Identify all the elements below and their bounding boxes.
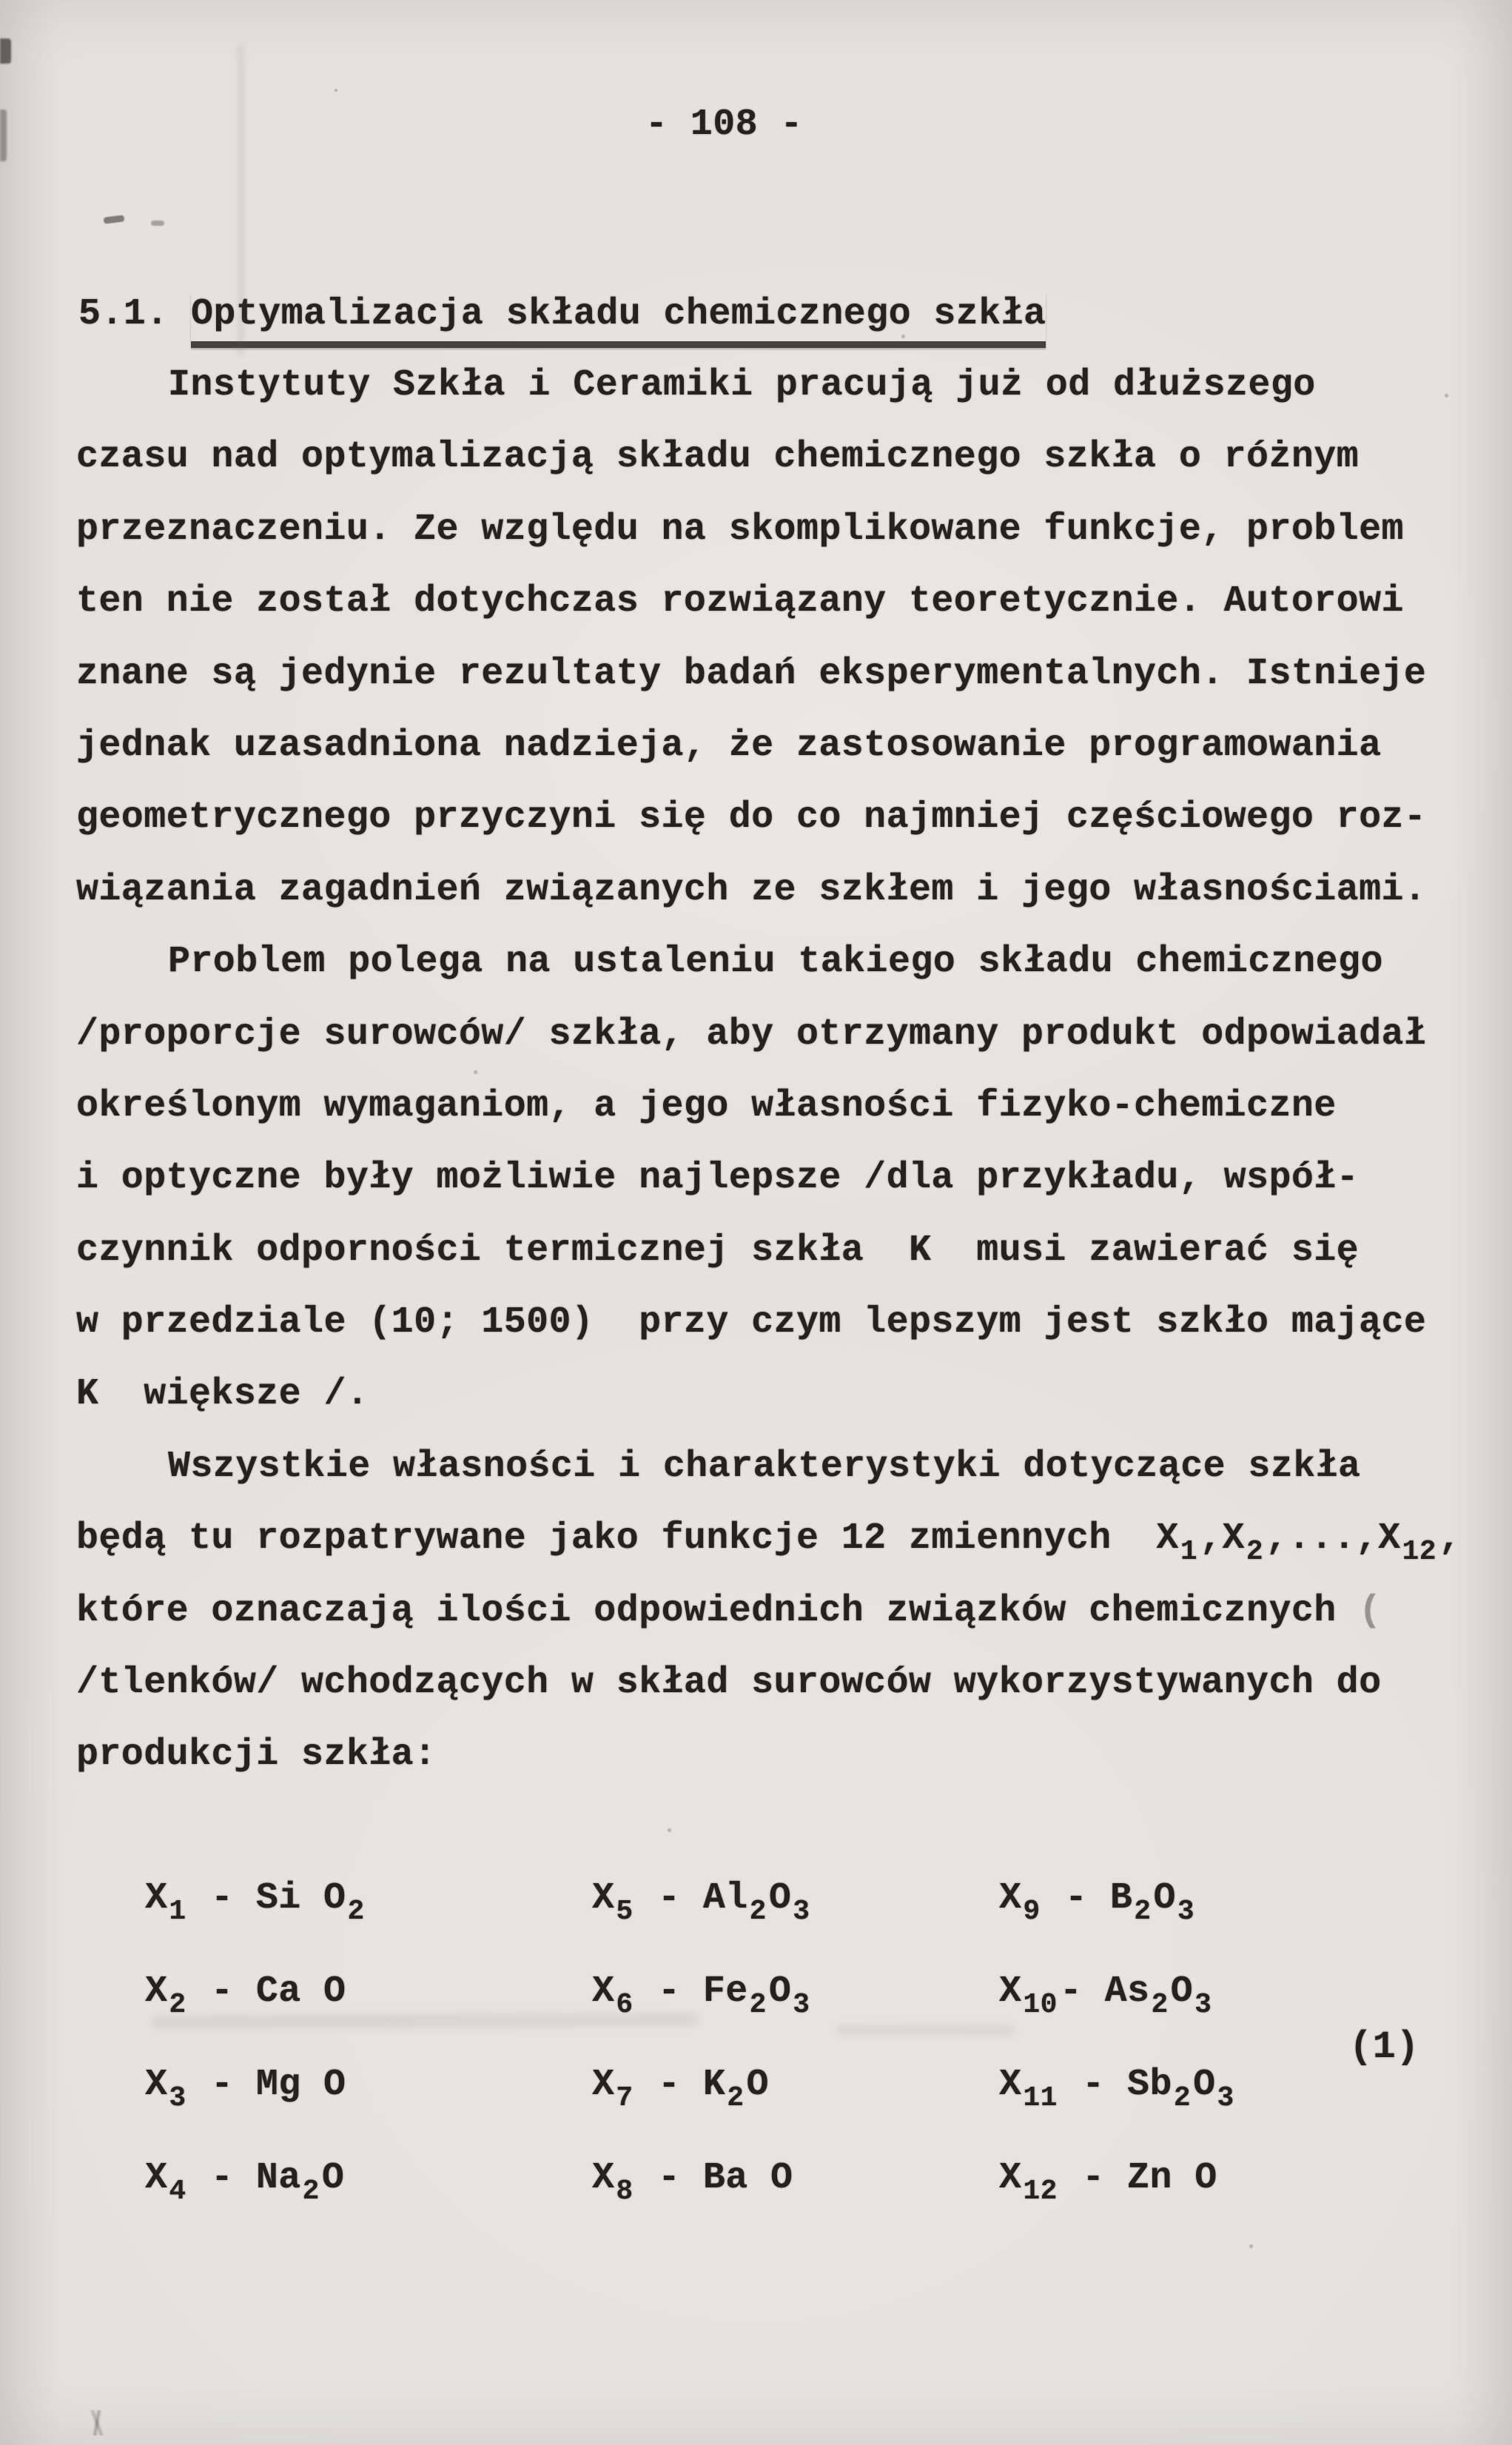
text-run: - Zn O [1059,2157,1217,2199]
oxide-definition [999,1852,1237,1945]
subscript: 3 [793,1896,810,1928]
text-run: czasu nad optymalizacją składu chemicznego szkła o różnym [76,436,1360,479]
text-run: O [1193,2064,1216,2106]
text-run: X [999,2064,1022,2106]
text-run: jednak uzasadniona nadzieja, że zastosowanie programowania [76,724,1382,767]
text-run: O [1170,1971,1194,2013]
text-line [76,1647,1490,1719]
text-run: Wszystkie własności i charakterystyki dotyczące szkła [168,1445,1361,1488]
subscript: 3 [1195,1989,1212,2021]
body-text [76,349,1490,1791]
text-run: - Ca O [188,1971,346,2013]
subscript: 8 [616,2176,634,2207]
equation-label: (1) [1349,2025,1419,2069]
text-run: O [768,1971,792,2013]
oxide-definition [145,1852,367,1945]
section-number: 5.1. [78,293,192,335]
pencil-scribble [64,2410,130,2435]
subscript: 5 [616,1896,634,1928]
text-line [76,638,1490,710]
subscript: 2 [1173,2082,1192,2114]
oxide-definition [145,1945,367,2039]
subscript: 9 [1023,1896,1041,1928]
text-run: znane są jedynie rezultaty badań eksperymentalnych. Istnieje [76,652,1427,695]
text-run: O [321,2157,345,2199]
text-run: które oznaczają ilości odpowiednich związków chemicznych [76,1589,1337,1632]
subscript: 2 [1134,1896,1152,1928]
text-line [76,494,1490,566]
text-run: - B [1042,1877,1133,1919]
subscript: 11 [1023,2082,1058,2114]
oxide-definition [592,2039,813,2132]
text-line [76,1358,1490,1430]
scan-edge-artifact [0,38,11,64]
text-run: wiązania zagadnień związanych ze szkłem i jego własnościami. [76,868,1427,911]
text-line [76,421,1490,493]
subscript: 6 [616,1989,634,2021]
text-line [76,1070,1490,1142]
oxide-definition [145,2132,367,2225]
text-line [76,710,1490,782]
text-run: określonym wymaganiom, a jego własności fizyko-chemiczne [76,1084,1337,1127]
text-line [76,782,1490,853]
text-line [76,854,1490,926]
oxide-column-1 [145,1852,367,2225]
text-run: czynnik odporności termicznej szkła K musi zawierać się [76,1229,1360,1272]
text-run: O [1153,1877,1176,1919]
text-run: X [145,1877,168,1919]
paper-speck [335,89,337,92]
text-run: produkcji szkła: [76,1734,437,1777]
oxide-definition [592,2132,813,2225]
text-line [76,566,1490,637]
subscript: 2 [1246,1536,1264,1569]
text-run: - Mg O [188,2064,346,2106]
text-line [76,1215,1490,1287]
oxide-definition [592,1852,813,1945]
text-run: ,...,X [1266,1517,1401,1560]
subscript: 2 [1151,1989,1169,2021]
text-run: X [145,2157,168,2199]
text-line [76,926,1490,998]
text-run: - Al [635,1877,748,1919]
oxide-column-2 [592,1852,813,2225]
subscript: 2 [749,1896,767,1928]
text-line [76,1287,1490,1358]
text-run: X [999,1971,1022,2013]
text-run: O [768,1877,792,1919]
page-number: - 108 - [645,104,803,146]
subscript: 2 [302,2176,320,2207]
text-run: ten nie został dotychczas rozwiązany teoretycznie. Autorowi [76,580,1404,623]
text-run: X [145,2064,168,2106]
text-run: przeznaczeniu. Ze względu na skomplikowane funkcje, problem [76,508,1404,551]
subscript: 2 [727,2082,745,2114]
paper-speck [1249,2244,1253,2248]
text-run: Problem polega na ustaleniu takiego składu chemicznego [168,941,1383,984]
text-run: /proporcje surowców/ szkła, aby otrzymany produkt odpowiadał [76,1013,1427,1056]
oxide-definition [592,1945,813,2039]
scan-mark [104,215,125,224]
text-run: - K [635,2064,726,2106]
text-run: - Ba O [635,2157,793,2199]
subscript: 10 [1023,1989,1058,2021]
text-run: geometrycznego przyczyni się do co najmniej częściowego roz- [76,796,1427,839]
oxide-definition [999,2132,1237,2225]
scan-mark [151,221,164,226]
text-run: Instytuty Szkła i Ceramiki pracują już od dłuższego [168,364,1316,406]
text-run: X [592,2064,615,2106]
text-line [76,349,1490,421]
section-heading [78,293,1046,348]
text-line [76,1575,1490,1647]
subscript: 1 [169,1896,187,1928]
text-run: - Si O [188,1877,346,1919]
subscript: 3 [793,1989,810,2021]
text-line [76,1431,1490,1503]
scan-edge-artifact [0,110,7,161]
subscript: 3 [1177,1896,1195,1928]
text-run: - Fe [635,1971,748,2013]
text-line [76,999,1490,1070]
text-run: - Sb [1059,2064,1172,2106]
text-run: X [592,1877,615,1919]
subscript: 4 [169,2176,187,2207]
text-run: będą tu rozpatrywane jako funkcje 12 zmiennych X [76,1517,1179,1560]
section-title: Optymalizacja składu chemicznego szkła [191,293,1046,348]
subscript: 3 [169,2082,187,2114]
text-run: X [145,1971,168,2013]
subscript: 3 [1217,2082,1234,2114]
oxide-column-3 [999,1852,1237,2225]
text-line [76,1719,1490,1791]
text-run: X [999,1877,1022,1919]
text-line [76,1503,1490,1574]
subscript: 12 [1402,1536,1437,1569]
text-run: O [746,2064,769,2106]
text-run: - Na [188,2157,301,2199]
text-run: X [592,2157,615,2199]
scan-smudge [836,2025,1014,2035]
text-run: K większe /. [76,1373,369,1416]
subscript: 7 [616,2082,634,2114]
text-run: /tlenków/ wchodzących w skład surowców wykorzystywanych do [76,1662,1382,1705]
text-run: - As [1059,1971,1150,2013]
subscript: 1 [1180,1536,1198,1569]
text-run: i optyczne były możliwie najlepsze /dla przykładu, współ- [76,1157,1360,1200]
subscript: 2 [169,1989,187,2021]
subscript: 2 [749,1989,767,2021]
paper-speck [668,1828,671,1832]
subscript: 12 [1023,2176,1058,2207]
oxide-definition [145,2039,367,2132]
text-run: X [999,2157,1022,2199]
oxide-definition [999,2039,1237,2132]
subscript: 2 [347,1896,365,1928]
text-run: ( [1336,1589,1382,1632]
text-run: , [1438,1517,1462,1560]
text-line [76,1142,1490,1214]
text-run: X [592,1971,615,2013]
oxide-definition [999,1945,1237,2039]
text-run: w przedziale (10; 1500) przy czym lepszym jest szkło mające [76,1301,1427,1344]
text-run: ,X [1200,1517,1245,1560]
